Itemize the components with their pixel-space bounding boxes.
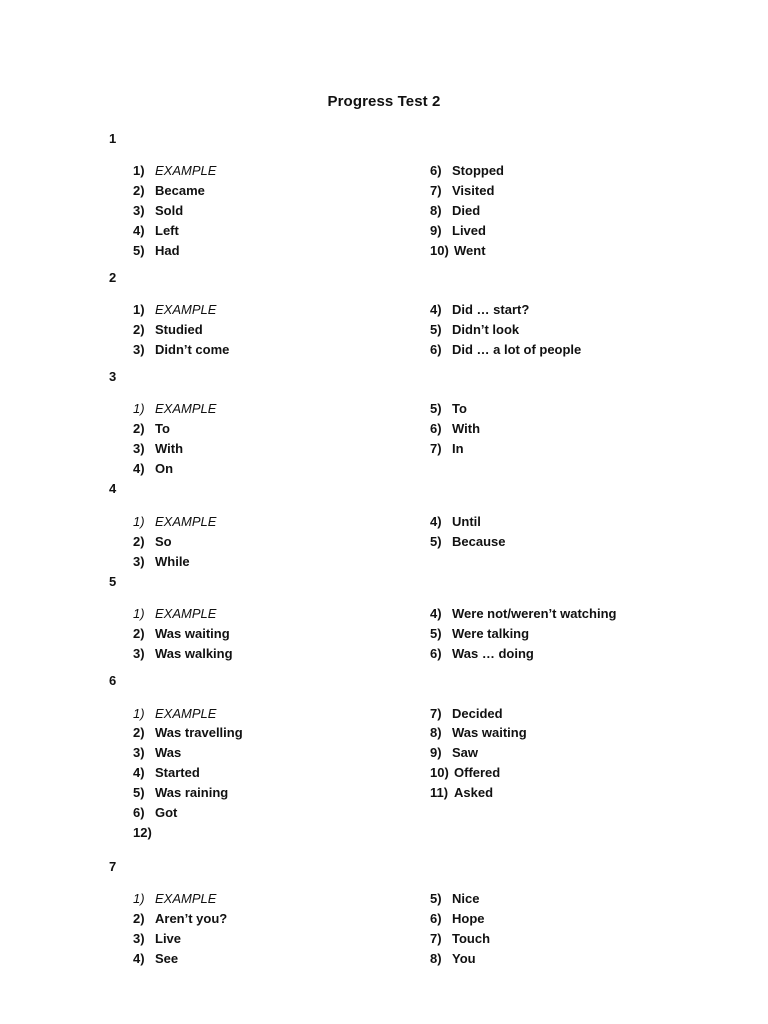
answer-item: 4) Did … start? bbox=[430, 302, 530, 317]
page-title: Progress Test 2 bbox=[327, 93, 441, 110]
answer-item: 1) EXAMPLE bbox=[133, 401, 217, 416]
answer-item: 4) See bbox=[133, 951, 179, 966]
answer-item: 3) While bbox=[133, 554, 190, 569]
answer-item: 2) Studied bbox=[133, 322, 203, 337]
answer-item: 3) Didn’t come bbox=[133, 342, 230, 357]
section-number-2: 2 bbox=[109, 270, 117, 285]
answer-item: 10) Offered bbox=[430, 765, 501, 780]
answer-item: 5) Were talking bbox=[430, 626, 530, 641]
answer-item: 1) EXAMPLE bbox=[133, 514, 217, 529]
section-number-6: 6 bbox=[109, 673, 117, 688]
answer-item: 8) Was waiting bbox=[430, 725, 527, 740]
answer-item: 7) Touch bbox=[430, 931, 491, 946]
answer-item: 2) Aren’t you? bbox=[133, 911, 228, 926]
answer-item: 4) Were not/weren’t watching bbox=[430, 606, 617, 621]
answer-item: 1) EXAMPLE bbox=[133, 606, 217, 621]
answer-item: 2) Became bbox=[133, 183, 205, 198]
answer-item: 6) Was … doing bbox=[430, 646, 534, 661]
answer-item: 3) With bbox=[133, 441, 184, 456]
answer-item: 4) Until bbox=[430, 514, 481, 529]
section-number-7: 7 bbox=[109, 859, 117, 874]
answer-item: 6) Did … a lot of people bbox=[430, 342, 582, 357]
answer-item: 6) With bbox=[430, 421, 481, 436]
section-number-4: 4 bbox=[109, 481, 117, 496]
section-number-1: 1 bbox=[109, 131, 117, 146]
answer-item: 3) Sold bbox=[133, 203, 184, 218]
answer-item: 5) To bbox=[430, 401, 467, 416]
answer-item: 4) On bbox=[133, 461, 174, 476]
answer-item: 5) Didn’t look bbox=[430, 322, 520, 337]
answer-item: 6) Hope bbox=[430, 911, 485, 926]
answer-item: 5) Had bbox=[133, 243, 180, 258]
answer-item: 6) Stopped bbox=[430, 163, 504, 178]
answer-item: 2) To bbox=[133, 421, 170, 436]
answer-item: 2) So bbox=[133, 534, 172, 549]
answer-item: 1) EXAMPLE bbox=[133, 891, 217, 906]
answer-item: 11) Asked bbox=[430, 785, 494, 800]
answer-item: 6) Got bbox=[133, 805, 178, 820]
answer-item: 2) Was waiting bbox=[133, 626, 230, 641]
answer-item: 2) Was travelling bbox=[133, 725, 243, 740]
answer-item: 5) Because bbox=[430, 534, 506, 549]
answer-item: 1) EXAMPLE bbox=[133, 302, 217, 317]
answer-item: 3) Was walking bbox=[133, 646, 233, 661]
answer-item: 4) Started bbox=[133, 765, 200, 780]
answer-item: 9) Saw bbox=[430, 745, 479, 760]
answer-item: 12) bbox=[133, 825, 152, 840]
answer-item: 1) EXAMPLE bbox=[133, 163, 217, 178]
answer-item: 3) Was bbox=[133, 745, 182, 760]
answer-item: 3) Live bbox=[133, 931, 182, 946]
answer-item: 4) Left bbox=[133, 223, 179, 238]
answer-item: 8) You bbox=[430, 951, 476, 966]
answer-item: 9) Lived bbox=[430, 223, 486, 238]
section-number-3: 3 bbox=[109, 369, 117, 384]
section-number-5: 5 bbox=[109, 574, 117, 589]
answer-item: 5) Nice bbox=[430, 891, 480, 906]
answer-item: 10) Went bbox=[430, 243, 486, 258]
answer-item: 7) In bbox=[430, 441, 464, 456]
answer-item: 7) Decided bbox=[430, 706, 503, 721]
answer-item: 8) Died bbox=[430, 203, 481, 218]
answer-item: 7) Visited bbox=[430, 183, 495, 198]
answer-item: 1) EXAMPLE bbox=[133, 706, 217, 721]
answer-item: 5) Was raining bbox=[133, 785, 229, 800]
